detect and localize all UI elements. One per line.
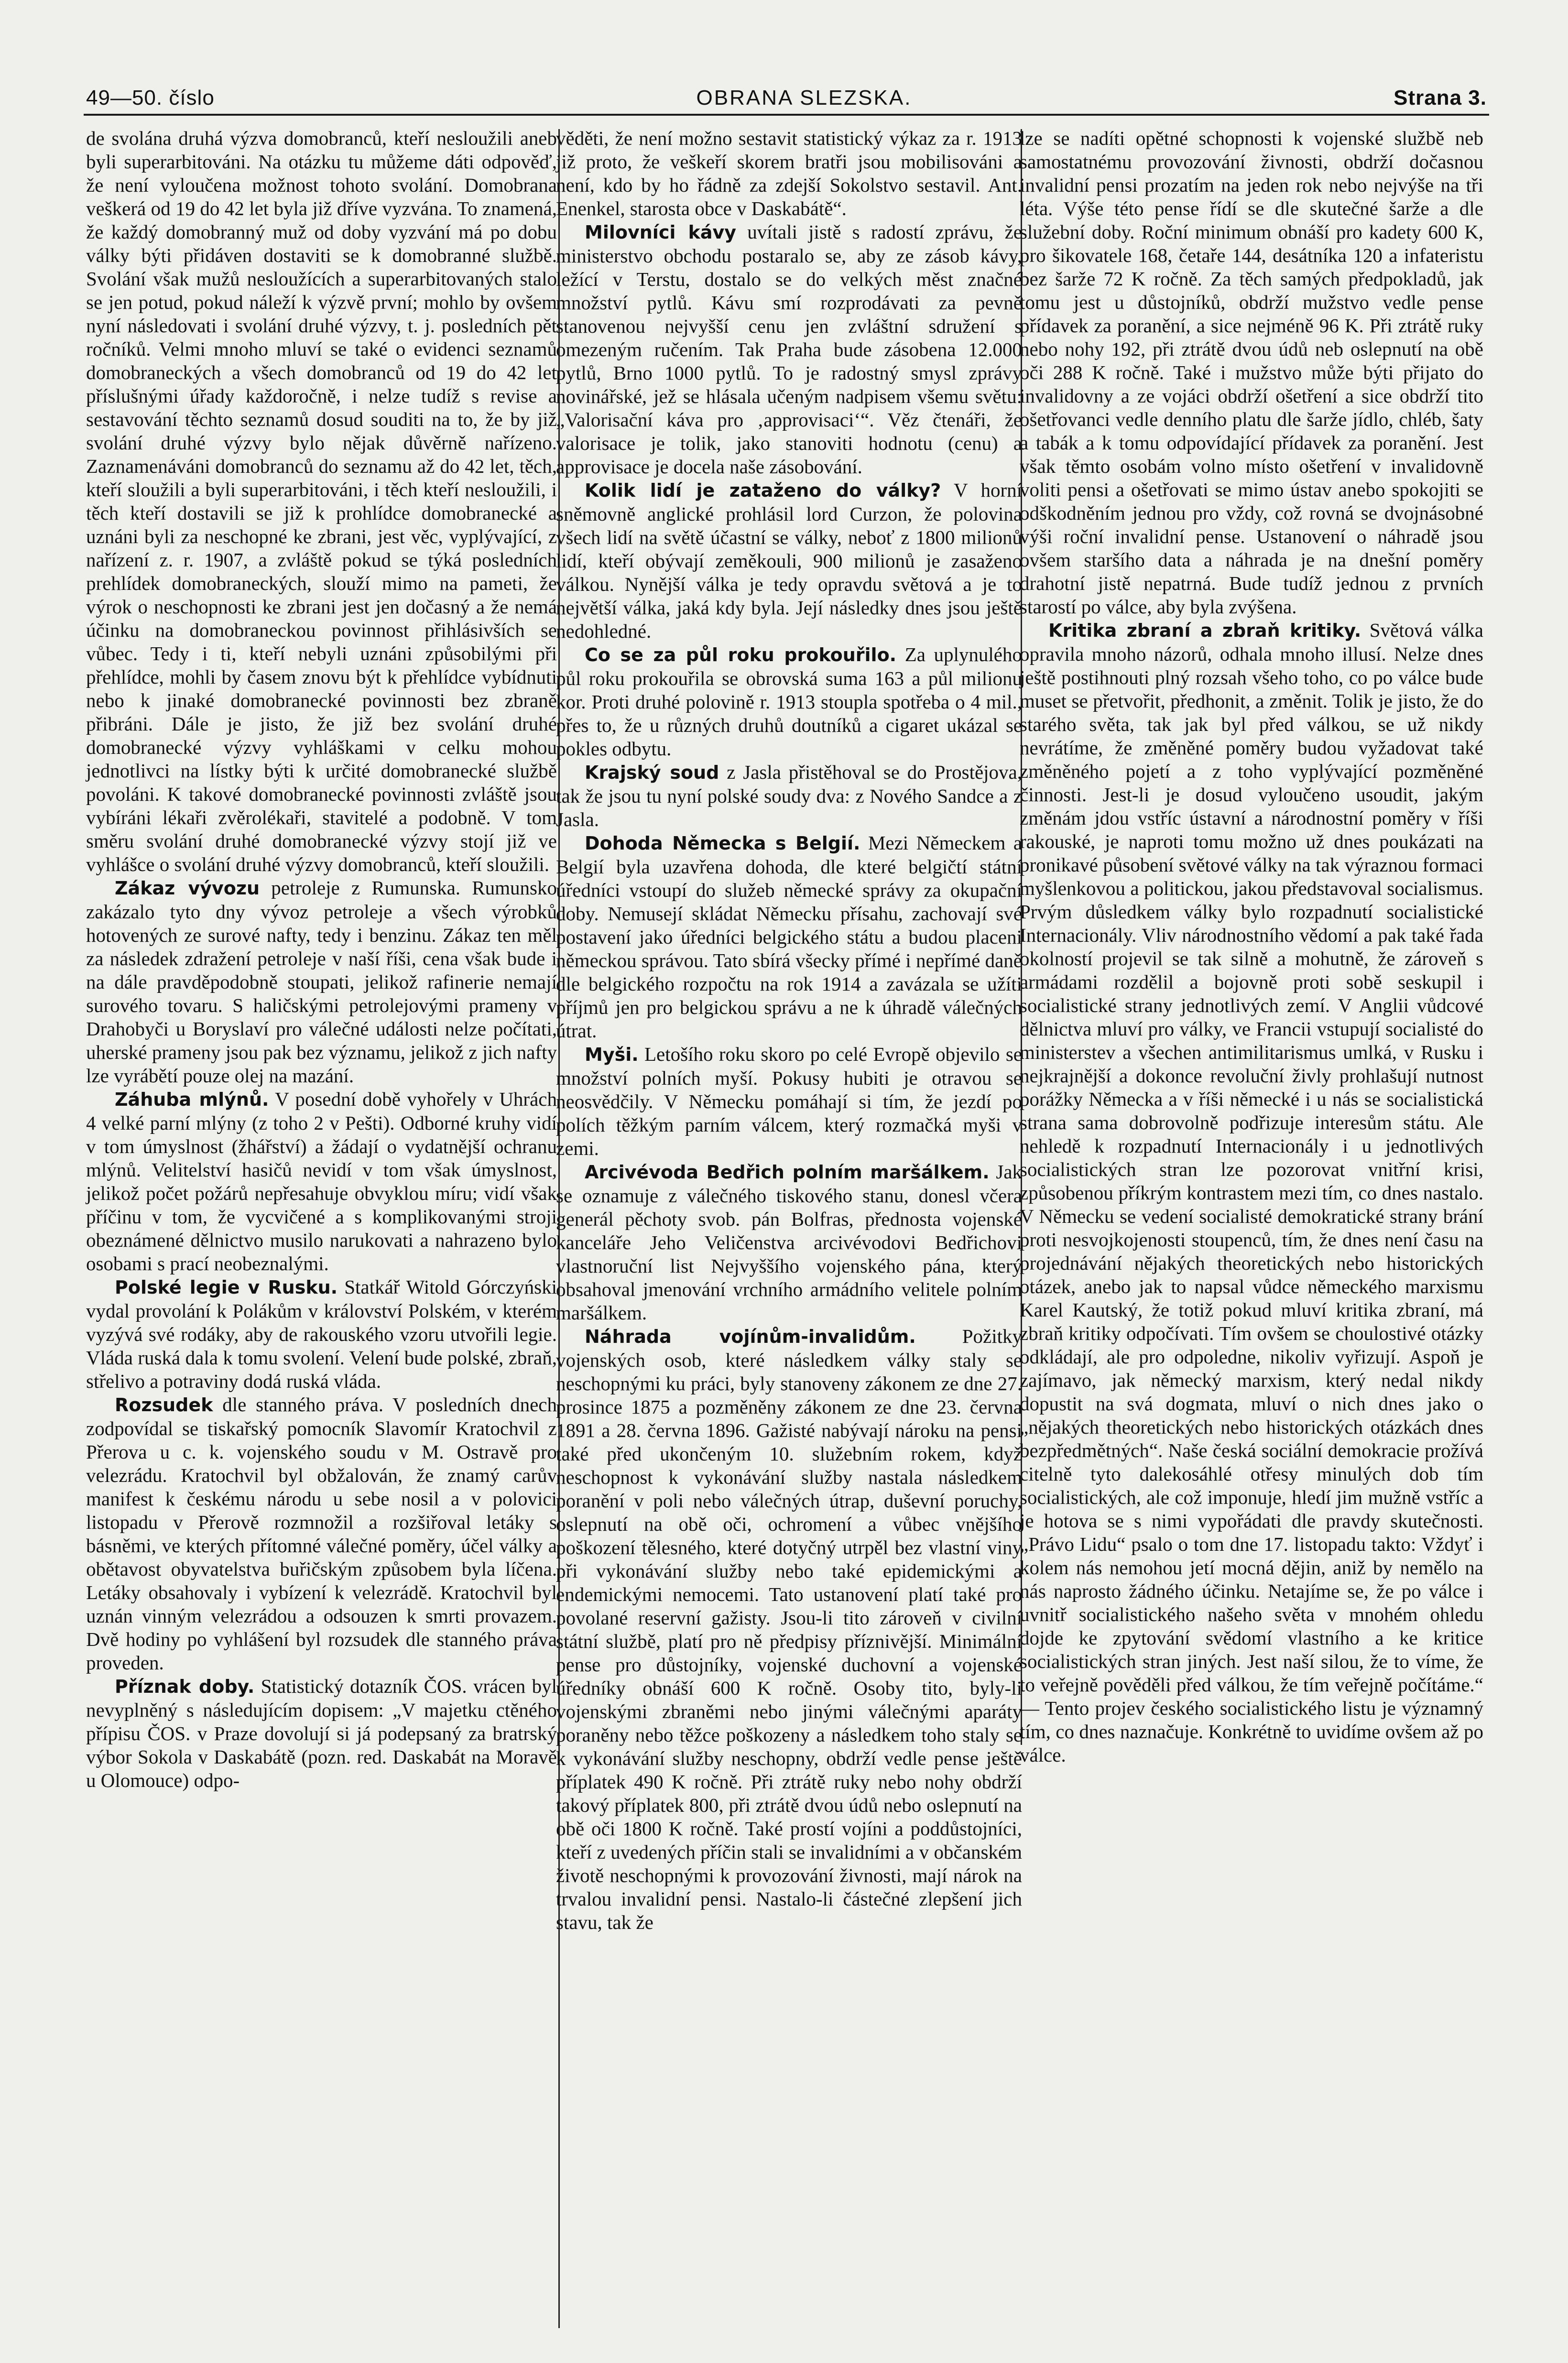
article-paragraph (86, 1393, 557, 1675)
article-paragraph (556, 479, 1022, 643)
article-text: de svolána druhá výzva domobranců, kteří nesloužili aneb byli superarbitováni. Na otázku tu můžeme dáti odpověď, že není vyloučena možnost tohoto svolání. Domobrana veškerá od 19 do 42 let byla již dříve vyzvána. To znamená, že každý domobranný muž od doby vyzvání má po dobu války býti přidáven dostaviti se k domobranné službě. Svolání však mužů nesloužících a superarbitovaných stalo se jen potud, pokud náleží k výzvě první; mohlo by ovšem nyní následovati i svolání druhé výzvy, t. j. posledních pět ročníků. Velmi mnoho mluví se také o evidenci seznamů domobraneckých a všech domobranců od 19 do 42 let příslušnými úřady každoročně, i nelze tudíž s revise a sestavování těchto seznamů dosud souditi na to, že by již svolání druhé výzvy bylo nějak důvěrně nařízeno. Zaznamenáváni domobranců do seznamu až do 42 let, těch, kteří sloužili a byli superarbitováni, i těch kteří nesloužili, i těch kteří dostavili se již k prohlídce domobranecké a uznáni byli za neschopné ke zbrani, jest věc, vyplývající, z nařízení z. r. 1907, a zvláště pokud se týká posledních prehlídek domobraneckých, slouží mimo na pameti, že výrok o neschopnosti ke zbrani jest jen dočasný a že nemá účinku na domobraneckou povinnost přihlásivších se vůbec. Tedy i ti, kteří nebyli uznáni způsobilými při přehlídce, mohli by časem znovu být k přehlídce vybídnuti nebo k jinaké domobranecké povinnosti bez zbraně přibráni. Dále je jisto, že již bez svolání druhé domobranecké výzvy vyhláškami v celku mohou jednotlivci na lístky býti k určité domobranecké službě povoláni. K takové domobranecké povinnosti zvláště jsou vybíráni lékaři zvěrolékaři, stavitelé a podobně. V tom směru svolání druhé domobranecké výzvy stojí již ve vyhlášce o svolání druhé výzvy domobranců, kteří sloužili. (86, 127, 557, 875)
article-text: Statkář Witold Górczyński vydal provolání k Polákům v království Polském, v kterém vyzývá své rodáky, aby de rakouského vzoru utvořili legie. Vláda ruská dala k tomu svolení. Velení bude polské, zbraň, střelivo a potraviny dodá ruská vláda. (86, 1276, 557, 1392)
page-number: Strana 3. (1394, 86, 1487, 109)
article-paragraph (556, 761, 1022, 831)
column-2 (556, 127, 1022, 2326)
article-paragraph (86, 1275, 557, 1393)
article-heading: Krajský soud (585, 762, 719, 783)
article-paragraph (556, 127, 1022, 220)
article-heading: Co se za půl roku prokouřilo. (585, 644, 897, 665)
article-paragraph (1020, 619, 1483, 1767)
article-heading: Myši. (585, 1044, 639, 1065)
article-text: V horní sněmovně anglické prohlásil lord Curzon, že polovina všech lidí na světě účastní se války, neboť z 1800 milionů lidí, kteří obývají zeměkouli, 900 milionů je zasaženo válkou. Nynější válka je tedy opravdu světová a je to největší válka, jaká kdy byla. Její následky dnes jsou ještě nedohledné. (556, 479, 1022, 642)
article-text: dle stanného práva. V posledních dnech zodpovídal se tiskařský pomocník Slavomír Kratochvil z Přerova u c. k. vojenského soudu v M. Ostravě pro velezrádu. Kratochvil byl obžalován, že znamý carův manifest k českému národu u sebe nosil a v polovici listopadu v Přerově rozmnožil a rozšiřoval letáky s básněmi, ve kterých přítomné válečné poměry, účel války a obětavost obyvatelstva buřičským způsobem byla líčena. Letáky obsahovaly i vybízení k velezrádě. Kratochvil byl uznán vinným velezrádou a odsouzen k smrti provazem. Dvě hodiny po vyhlášení byl rozsudek dle stanného práva proveden. (86, 1394, 557, 1674)
issue-number: 49—50. číslo (86, 86, 215, 109)
article-text: petroleje z Rumunska. Rumunsko zakázalo tyto dny vývoz petroleje a všech výrobků hotovených ze surové nafty, tedy i benzinu. Zákaz ten měl za následek zdražení petroleje v naší říši, cena však bude i na dále pravděpodobně stoupati, jelikož rafinerie nemají surového tovaru. S haličskými petrolejovými prameny v Drahobyči u Boryslaví pro válečné události nelze počítati, uherské prameny jsou pak bez významu, jelikož z jich nafty lze vyrábětí pouze olej na mazání. (86, 877, 557, 1087)
article-heading: Arcivévoda Bedřich polním maršálkem. (585, 1162, 990, 1183)
article-heading: Dohoda Německa s Belgií. (585, 833, 860, 854)
article-text: věděti, že není možno sestavit statistický výkaz za r. 1913 již proto, že veškeří skorem bratři jsou mobilisováni a není, kdo by ho řádně za zdejší Sokolstvo sestavil. Ant. Enenkel, starosta obce v Daskabátě“. (556, 127, 1022, 219)
article-text: Jak se oznamuje z válečného tiskového stanu, donesl včera generál pěchoty svob. pán Bolfras, přednosta vojenské kanceláře Jeho Veličenstva arcivévodovi Bedřichovi vlastnoruční list Nejvyššího vojenského pána, který obsahoval jmenování vrchního armádního velitele polním maršálkem. (556, 1161, 1023, 1324)
article-text: z Jasla přistěhoval se do Prostějova, tak že jsou tu nyní polské soudy dva: z Nového Sandce a z Jasla. (556, 761, 1022, 830)
newspaper-title: OBRANA SLEZSKA. (696, 86, 912, 109)
article-heading: Milovníci kávy (585, 222, 736, 243)
article-paragraph (86, 1675, 557, 1792)
article-paragraph (556, 1043, 1022, 1160)
article-heading: Kritika zbraní a zbraň kritiky. (1048, 620, 1361, 641)
article-heading: Příznak doby. (115, 1676, 255, 1697)
article-text: Statistický dotazník ČOS. vrácen byl nevyplněný s následujícím dopisem: „V majetku ctěného přípisu ČOS. v Praze dovolují si já podepsaný za bratrský výbor Sokola v Daskabátě (pozn. red. Daskabát na Moravě u Olomouce) odpo- (86, 1675, 557, 1791)
article-text: lze se nadíti opětné schopnosti k vojenské službě neb samostatnému provozování živnosti, obdrží dočasnou invalidní pensi prozatím na jeden rok nebo nejvýše na tři léta. Výše této pense řídí se dle skutečné šarže a dle služební doby. Roční minimum obnáší pro kadety 600 K, pro šikovatele 168, četaře 144, desátníka 120 a infateristu bez šarže 72 K ročně. Za těch samých předpokladů, jak tomu jest u důstojníků, obdrží mužstvo vedle pense přídavek za poranění, a sice nejméně 96 K. Při ztrátě ruky nebo nohy 192, při ztrátě dvou údů neb oslepnutí na obě oči 288 K ročně. Také i mužstvo může býti přijato do invalidovny a ze vojáci obdrží ošetření a sice obdrží tito ošetřovanci vedle denního platu dle šarže jídlo, chléb, šaty a tabák a k tomu odpovídající přídavek za poranění. Jest však těmto osobám volno místo ošetření v invalidovně voliti pensi a ošetřovati se mimo ústav anebo spokojiti se odškodněním jednou pro vždy, což rovná se dvojnásobné výši roční invalidní pense. Ustanovení o náhradě jsou ovšem staršího data a náhrada je na dnešní poměry drahotní jistě nepatrná. Bude tudíž jednou z prvních starostí po válce, aby byla zvýšena. (1020, 127, 1483, 618)
column-1 (86, 127, 557, 2350)
article-heading: Rozsudek (115, 1394, 213, 1416)
article-paragraph (556, 1160, 1022, 1325)
article-text: Letošího roku skoro po celé Evropě objevilo se množství polních myší. Pokusy hubiti je otravou se neosvědčily. V Německu pomáhají si tím, že jezdí po polích těžkým parním válcem, který rozmačká myši v zemi. (556, 1043, 1022, 1159)
article-paragraph (86, 1088, 557, 1275)
article-text: Požitky vojenských osob, které následkem války staly se neschopnými ku práci, byly stanoveny zákonem ze dne 27. prosince 1875 a pozměněny zákonem ze dne 23. června 1891 a 28. června 1896. Gažisté nabývají nároku na pensi také před ukončeným 10. služebním rokem, když neschopnost k vykonávání služby nastala následkem poranění v poli nebo válečných útrap, duševní poruchy, oslepnutí na obě oči, ochromení a vůbec vnějšího poškození tělesného, které dotyčný utrpěl bez vlastní viny při vykonávání služby nebo také epidemickými a endemickými nemocemi. Tato ustanovení platí také pro povolané reservní gažisty. Jsou-li tito zároveň v civilní státní službě, platí pro ně předpisy příznivější. Minimální pense pro důstojníky, vojenské duchovní a vojenské úředníky obnáší 600 K ročně. Osoby tito, byly-li vojenskými zbraněmi nebo jinými válečnými aparáty poraněny nebo těžce poškozeny a následkem toho staly se k vykonávání služby neschopny, obdrží vedle pense ještě příplatek 490 K ročně. Při ztrátě ruky nebo nohy obdrží takový příplatek 800, při ztrátě dvou údů nebo oslepnutí na obě oči 1800 K ročně. Také prostí vojíni a poddůstojníci, kteří z uvedených příčin stali se invalidními a v občanském životě neschopnými k provozování živnosti, mají nárok na trvalou invalidní pensi. Nastalo-li částečné zlepšení jich stavu, tak že (556, 1325, 1023, 1933)
article-text: V posední době vyhořely v Uhrách 4 velké parní mlýny (z toho 2 v Pešti). Odborné kruhy vidí v tom úmyslnost (žhářství) a žádají o vydatnější ochranu mlýnů. Velitelství hasičů nevidí v tom však úmyslnost, jelikož počet požárů nepřesahuje obvyklou míru; vidí však příčinu v tom, že vycvičené a s komplikovanými stroji obeznámené dělnictvo musilo narukovati a nahrazeno bylo osobami s prací neobeznalými. (86, 1088, 557, 1274)
article-text: Za uplynulého půl roku prokouřila se obrovská suma 163 a půl milionu kor. Proti druhé polovině r. 1913 stoupla spotřeba o 4 mil., přes to, že u různých druhů doutníků a cigaret ukázal se pokles odbytu. (556, 643, 1022, 760)
article-paragraph (556, 1325, 1022, 1934)
page-header (86, 72, 1487, 110)
article-text: uvítali jistě s radostí zprávu, že ministerstvo obchodu postaralo se, aby ze zásob kávy, ležící v Terstu, dostalo se do velkých měst značné množství pytlů. Kávu smí rozprodávati za pevně stanovenou nejvyšší cenu jen zvláštní sdružení s omezeným ručením. Tak Praha bude zásobena 12.000 pytlů, Brno 1000 pytlů. To je radostný smysl zprávy novinářské, jež se hlásala učeným nadpisem všemu světu: „Valorisační káva pro ‚approvisaci‘“. Věz čtenáři, že valorisace je tolik, jako stanoviti hodnotu (cenu) a approvisace je docela naše zásobování. (556, 221, 1023, 478)
column-3 (1020, 127, 1483, 1766)
article-paragraph (556, 220, 1022, 479)
article-paragraph (86, 876, 557, 1088)
article-heading: Kolik lidí je zataženo do války? (585, 480, 941, 501)
article-text: Mezi Německem a Belgií byla uzavřena dohoda, dle které belgičtí státní úředníci vstoupí do služeb německé správy za okupační doby. Nemusejí skládat Německu přísahu, zachovají své postavení jako úředníci belgického státu a budou placeni německou správou. Tato sbírá všecky přímé i nepřímé daně dle belgického rozpočtu na rok 1914 a zavázala se užíti příjmů jen pro belgickou správu a ne k úhradě válečných útrat. (556, 832, 1023, 1042)
article-paragraph (556, 831, 1022, 1043)
article-heading: Náhrada vojínům-invalidům. (585, 1326, 916, 1347)
article-paragraph (1020, 127, 1483, 619)
article-text: Světová válka opravila mnoho názorů, odhala mnoho illusí. Nelze dnes ještě postihnouti plný rozsah všeho toho, co po válce bude muset se přetvořit, předhonit, a změnit. Tolik je jisto, že do starého světa, tak jak byl před válkou, se už nikdy nevrátíme, že změněné poměry budou vyžadovat také změněného pojetí a z toho vyplývající pozměněné činnosti. Jest-li je dosud vyloučeno usoudit, jakým změnám jdou vstříc ústavní a národnostní poměry v říši rakouské, je naproti tomu možno už dnes poukázati na pronikavé působení světové války na tak výraznou formaci myšlenkovou a politickou, jakou představoval socialismus. Prvým důsledkem války bylo rozpadnutí socialistické Internacionály. Vliv národnostního vědomí a pak také řada okolností projevil se tak silně a mohutně, že zároveň s armádami rozdělil a bojovně proti sobě seskupil i socialistické strany jednotlivých zemí. V Anglii vůdcové dělnictva mluví pro války, ve Francii vstupují socialisté do ministerstev a všechen antimilitarismus umlká, v Rusku i nejkrajnější a dokonce revoluční živly prohlašují nutnost porážky Německa a v říši německé i u nás se socialistická strana sama dobrovolně podřizuje interesům státu. Ale nehledě k rozpadnutí Internacionály i u jednotlivých socialistických stran lze pozorovat vnitřní krisi, způsobenou příkrým kontrastem mezi tím, co dnes nastalo. V Německu se vedení socialisté demokratické strany brání proti nesvojkojenosti stoupenců, tím, že dnes není času na projednávání nějakých theoretických nebo historických otázek, anebo jak to napsal vůdce německého marxismu Karel Kautský, že totiž pokud mluví kritika zbraní, má zbraň kritiky odpočívati. Tím ovšem se choulostivé otázky odkládají, ale pro odpoledne, nikoliv vyřizují. Aspoň je zajímavo, jak německý marxism, který nedal nikdy dopustit na svá dogmata, mluví o nich dnes jako o „nějakých theoretických nebo historických otázkách dnes bezpředmětných“. Naše česká sociální demokracie prožívá citelně tyto dalekosáhlé otřesy minulých dob tím socialistických, ale což imponuje, hledí jim mužně vstříc a je hotova se s nimi vypořádati dle pravdy skutečnosti. „Právo Lidu“ psalo o tom dne 17. listopadu takto: Vždyť i kolem nás nemohou jetí mocná dějin, aniž by nemělo na nás naprosto žádného účinku. Netajíme se, že po válce i uvnitř socialistického našeho světa v mnohém ohledu dojde ke zpytování svědomí vlastního a ke kritice socialistických stran jiných. Jest naší silou, že to víme, že to veřejně pověděli před válkou, že tím veřejně počítáme.“ — Tento projev českého socialistického listu je významný tím, co dnes naznačuje. Konkrétně to uvidíme ovšem až po válce. (1020, 619, 1483, 1766)
article-paragraph (86, 127, 557, 876)
article-heading: Zákaz vývozu (115, 878, 260, 899)
header-rule (84, 114, 1489, 116)
article-heading: Záhuba mlýnů. (115, 1089, 269, 1110)
article-paragraph (556, 643, 1022, 761)
article-heading: Polské legie v Rusku. (115, 1277, 338, 1298)
